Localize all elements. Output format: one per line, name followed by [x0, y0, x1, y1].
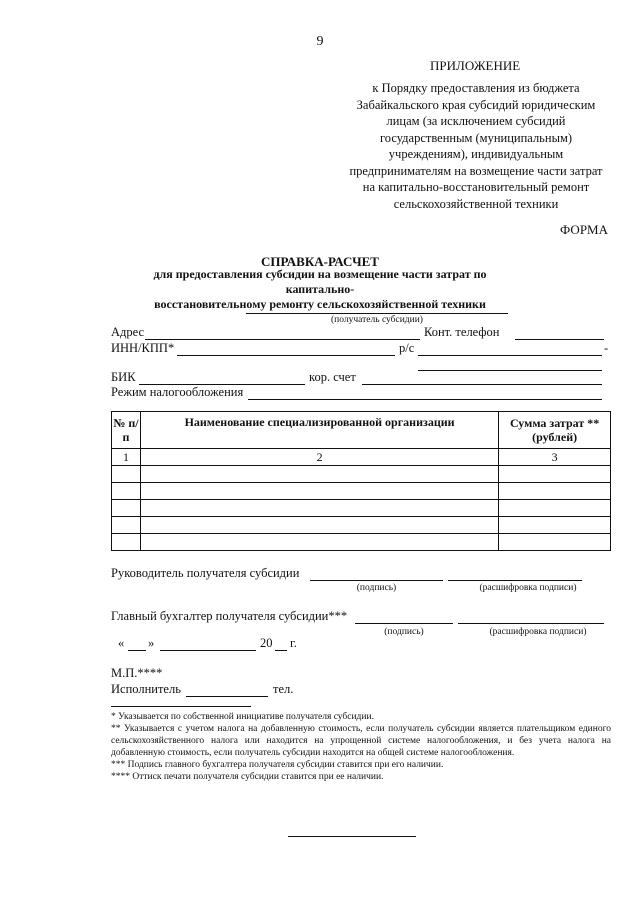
year-label: 20 [260, 636, 273, 650]
forma-label: ФОРМА [560, 222, 608, 237]
executor-label: Исполнитель [111, 682, 181, 696]
accountant-name-caption: (расшифровка подписи) [489, 627, 587, 637]
accountant-name-field[interactable] [458, 623, 604, 624]
head-sign-caption: (подпись) [356, 583, 397, 593]
appendix-line: на капитально-восстановительный ремонт [362, 180, 590, 194]
recipient-caption: (получатель субсидии) [331, 315, 423, 325]
account-label: р/с [399, 341, 415, 355]
date-day-field[interactable] [128, 650, 146, 651]
page-number: 9 [316, 34, 324, 49]
table-cell[interactable] [140, 466, 498, 483]
phone-field[interactable] [515, 339, 604, 340]
date-month-field[interactable] [160, 650, 256, 651]
appendix-line: сельскохозяйственной техники [393, 196, 559, 211]
column-number-3: 3 [499, 449, 611, 466]
header-sum: Сумма затрат ** (рублей) [499, 412, 611, 449]
appendix-line: лицам (за исключением субсидий [386, 114, 566, 128]
account-field[interactable] [418, 355, 602, 356]
table-cell[interactable] [499, 534, 611, 551]
dash: - [604, 341, 609, 355]
accountant-sign-caption: (подпись) [384, 627, 424, 637]
bottom-divider [288, 836, 416, 837]
accountant-label: Главный бухгалтер получателя субсидии*** [111, 609, 348, 623]
stamp-label: М.П.**** [111, 666, 163, 680]
table-row[interactable] [112, 466, 611, 483]
footnote-4: **** Оттиск печати получателя субсидии ставится при ее наличии. [111, 772, 384, 782]
table-cell[interactable] [499, 466, 611, 483]
date-open-quote: « [118, 636, 125, 650]
document-subtitle [120, 267, 520, 312]
corr-label: кор. счет [309, 370, 356, 384]
appendix-line: к Порядку предоставления из бюджета [372, 81, 580, 95]
inn-field[interactable] [177, 355, 395, 356]
inn-label: ИНН/КПП* [111, 341, 175, 355]
table-row[interactable] [112, 517, 611, 534]
table-cell[interactable] [112, 483, 141, 500]
recipient-field[interactable] [246, 313, 508, 314]
table-cell[interactable] [112, 534, 141, 551]
table-cell[interactable] [140, 500, 498, 517]
appendix-line: Забайкальского края субсидий юридическим [356, 97, 596, 112]
year-field[interactable] [275, 650, 287, 651]
footnotes [111, 711, 611, 783]
year-suffix: г. [290, 636, 297, 650]
footnote-3: *** Подпись главного бухгалтера получателя субсидии ставится при его наличии. [111, 760, 444, 770]
tax-label: Режим налогообложения [111, 385, 244, 399]
table-cell[interactable] [112, 466, 141, 483]
table-cell[interactable] [140, 483, 498, 500]
column-number-1: 1 [112, 449, 141, 466]
footnote-1: * Указывается по собственной инициативе получателя субсидии. [111, 712, 374, 722]
table-cell[interactable] [499, 500, 611, 517]
document-title: СПРАВКА-РАСЧЕТ [261, 254, 379, 269]
table-row[interactable] [112, 483, 611, 500]
account-field-continued[interactable] [418, 370, 602, 371]
date-close-quote: » [148, 636, 155, 650]
address-field[interactable] [145, 339, 420, 340]
table-row[interactable] [112, 534, 611, 551]
table-cell[interactable] [499, 517, 611, 534]
address-label: Адрес [111, 325, 145, 339]
table-numbering-row [112, 449, 611, 466]
head-sign-field[interactable] [310, 580, 443, 581]
appendix-line: предпринимателям на возмещение части затрат [349, 163, 603, 178]
appendix-line: учреждениям), индивидуальным [388, 147, 564, 161]
corr-field[interactable] [362, 384, 602, 385]
head-name-caption: (расшифровка подписи) [479, 583, 577, 593]
header-organization: Наименование специализированной организации [140, 412, 498, 449]
executor-field[interactable] [186, 696, 268, 697]
bik-label: БИК [111, 370, 136, 384]
accountant-sign-field[interactable] [355, 623, 453, 624]
table-cell[interactable] [499, 483, 611, 500]
subtitle-line: для предоставления субсидии на возмещение части затрат по капитально- [153, 267, 487, 296]
table-cell[interactable] [140, 517, 498, 534]
table-cell[interactable] [112, 500, 141, 517]
phone-label: Конт. телефон [424, 325, 500, 339]
head-name-field[interactable] [448, 580, 582, 581]
subtitle-line: восстановительному ремонту сельскохозяйственной техники [154, 297, 486, 311]
table-row[interactable] [112, 500, 611, 517]
appendix-line: государственным (муниципальным) [379, 130, 573, 145]
column-number-2: 2 [140, 449, 498, 466]
header-number: № п/п [112, 412, 141, 449]
tel-label: тел. [273, 682, 294, 696]
head-label: Руководитель получателя субсидии [111, 566, 300, 580]
footnote-separator [111, 706, 251, 707]
table-cell[interactable] [140, 534, 498, 551]
appendix-title: ПРИЛОЖЕНИЕ [430, 58, 521, 73]
table-cell[interactable] [112, 517, 141, 534]
footnote-2: ** Указывается с учетом налога на добавленную стоимость, если получатель субсидии является плательщиком единого сельскохозяйственного налога или находится на упрощенной системе налогообложения, и без учета налога на добавленную стоимость, если получатель субсидии находится на общей системе налогообложения. [111, 724, 611, 758]
appendix-text [338, 80, 614, 212]
tax-field[interactable] [248, 399, 602, 400]
table-header-row [112, 412, 611, 449]
cost-table [111, 411, 611, 551]
